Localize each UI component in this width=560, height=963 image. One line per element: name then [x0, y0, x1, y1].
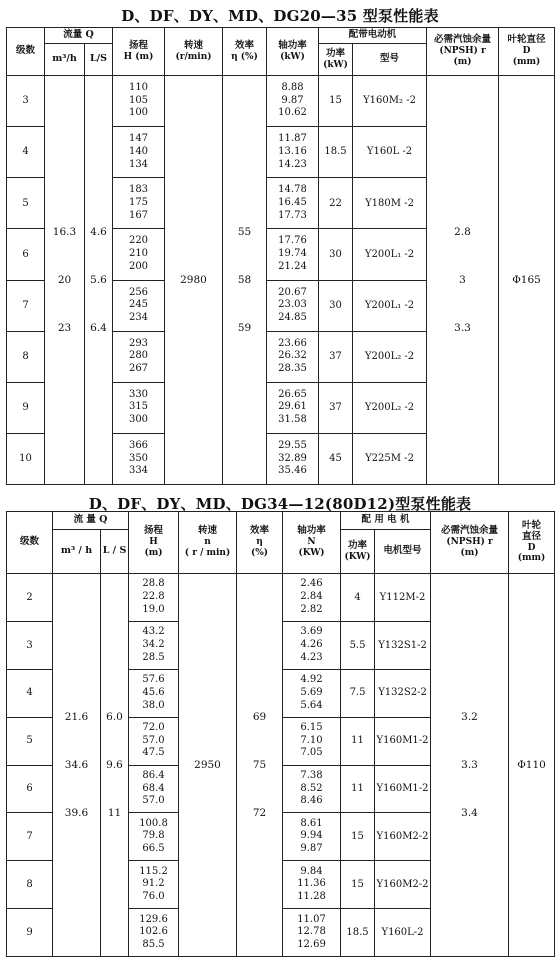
header-speed: 转速 n ( r / min) — [179, 512, 237, 574]
flow-m3h-cell: 16.3 20 23 — [45, 76, 85, 485]
head-cell: 28.8 22.8 19.0 — [129, 574, 179, 622]
header-impeller: 叶轮直径 D (mm) — [499, 28, 555, 76]
shaft-power-cell: 11.07 12.78 12.69 — [283, 909, 341, 957]
header-motor: 配 用 电 机 — [341, 512, 431, 530]
motor-model-cell: Y180M -2 — [353, 178, 427, 229]
head-cell: 100.8 79.8 66.5 — [129, 813, 179, 861]
head-cell: 72.0 57.0 47.5 — [129, 717, 179, 765]
header-model: 型号 — [353, 44, 427, 76]
motor-model-cell: Y160M2-2 — [375, 813, 431, 861]
motor-model-cell: Y132S1-2 — [375, 621, 431, 669]
header-flow-m3h: m³/h — [45, 44, 85, 76]
head-cell: 86.4 68.4 57.0 — [129, 765, 179, 813]
motor-model-cell: Y160L-2 — [375, 909, 431, 957]
header-stages: 级数 — [7, 28, 45, 76]
shaft-power-cell: 4.92 5.69 5.64 — [283, 669, 341, 717]
header-npsh: 必需汽蚀余量 (NPSH) r (m) — [427, 28, 499, 76]
stage-cell: 10 — [7, 433, 45, 484]
stage-cell: 8 — [7, 861, 53, 909]
header-flow: 流 量 Q — [53, 512, 129, 530]
head-cell: 147 140 134 — [113, 127, 165, 178]
stage-cell: 9 — [7, 909, 53, 957]
head-cell: 110 105 100 — [113, 76, 165, 127]
stage-cell: 3 — [7, 621, 53, 669]
head-cell: 256 245 234 — [113, 280, 165, 331]
flow-ls-cell: 4.6 5.6 6.4 — [85, 76, 113, 485]
header-npsh: 必需汽蚀余量 (NPSH) r (m) — [431, 512, 509, 574]
motor-model-cell: Y200L₁ -2 — [353, 229, 427, 280]
head-cell: 129.6 102.6 85.5 — [129, 909, 179, 957]
shaft-power-cell: 2.46 2.84 2.82 — [283, 574, 341, 622]
header-stages: 级数 — [7, 512, 53, 574]
motor-power-cell: 15 — [341, 861, 375, 909]
shaft-power-cell: 11.87 13.16 14.23 — [267, 127, 319, 178]
header-efficiency: 效率 η (%) — [237, 512, 283, 574]
motor-model-cell: Y160M1-2 — [375, 765, 431, 813]
shaft-power-cell: 6.15 7.10 7.05 — [283, 717, 341, 765]
head-cell: 57.6 45.6 38.0 — [129, 669, 179, 717]
speed-cell: 2950 — [179, 574, 237, 957]
efficiency-cell: 69 75 72 — [237, 574, 283, 957]
head-cell: 183 175 167 — [113, 178, 165, 229]
motor-power-cell: 11 — [341, 765, 375, 813]
motor-model-cell: Y160M1-2 — [375, 717, 431, 765]
header-head: 扬程 H (m) — [113, 28, 165, 76]
stage-cell: 5 — [7, 717, 53, 765]
header-shaft-power: 轴功率 N (KW) — [283, 512, 341, 574]
npsh-cell: 2.8 3 3.3 — [427, 76, 499, 485]
shaft-power-cell: 23.66 26.32 28.35 — [267, 331, 319, 382]
stage-cell: 2 — [7, 574, 53, 622]
shaft-power-cell: 7.38 8.52 8.46 — [283, 765, 341, 813]
flow-m3h-cell: 21.6 34.6 39.6 — [53, 574, 101, 957]
stage-cell: 7 — [7, 280, 45, 331]
head-cell: 115.2 91.2 76.0 — [129, 861, 179, 909]
stage-cell: 4 — [7, 127, 45, 178]
head-cell: 366 350 334 — [113, 433, 165, 484]
motor-power-cell: 37 — [319, 331, 353, 382]
motor-model-cell: Y225M -2 — [353, 433, 427, 484]
table-row — [7, 574, 555, 622]
motor-power-cell: 11 — [341, 717, 375, 765]
motor-power-cell: 15 — [341, 813, 375, 861]
motor-model-cell: Y200L₂ -2 — [353, 382, 427, 433]
header-motor: 配带电动机 — [319, 28, 427, 44]
pump-table-2 — [6, 511, 555, 957]
motor-power-cell: 7.5 — [341, 669, 375, 717]
motor-power-cell: 45 — [319, 433, 353, 484]
header-flow-m3h: m³ / h — [53, 530, 101, 574]
header-shaft-power: 轴功率 (kW) — [267, 28, 319, 76]
table2-body — [7, 574, 555, 957]
head-cell: 220 210 200 — [113, 229, 165, 280]
motor-model-cell: Y200L₂ -2 — [353, 331, 427, 382]
npsh-cell: 3.2 3.3 3.4 — [431, 574, 509, 957]
motor-power-cell: 5.5 — [341, 621, 375, 669]
shaft-power-cell: 3.69 4.26 4.23 — [283, 621, 341, 669]
motor-model-cell: Y200L₁ -2 — [353, 280, 427, 331]
shaft-power-cell: 14.78 16.45 17.73 — [267, 178, 319, 229]
motor-power-cell: 15 — [319, 76, 353, 127]
motor-model-cell: Y160L -2 — [353, 127, 427, 178]
table-row — [7, 76, 555, 127]
motor-power-cell: 22 — [319, 178, 353, 229]
stage-cell: 3 — [7, 76, 45, 127]
pump-table-1 — [6, 27, 555, 485]
header-speed: 转速 (r/min) — [165, 28, 223, 76]
motor-power-cell: 30 — [319, 280, 353, 331]
impeller-cell: Φ165 — [499, 76, 555, 485]
header-power: 功率 (kW) — [319, 44, 353, 76]
header-model: 电机型号 — [375, 530, 431, 574]
header-efficiency: 效率 η (%) — [223, 28, 267, 76]
header-flow: 流量 Q — [45, 28, 113, 44]
shaft-power-cell: 20.67 23.03 24.85 — [267, 280, 319, 331]
head-cell: 43.2 34.2 28.5 — [129, 621, 179, 669]
motor-power-cell: 4 — [341, 574, 375, 622]
header-head: 扬程 H (m) — [129, 512, 179, 574]
motor-power-cell: 18.5 — [319, 127, 353, 178]
shaft-power-cell: 8.61 9.94 9.87 — [283, 813, 341, 861]
shaft-power-cell: 26.65 29.61 31.58 — [267, 382, 319, 433]
shaft-power-cell: 9.84 11.36 11.28 — [283, 861, 341, 909]
motor-model-cell: Y160M₂ -2 — [353, 76, 427, 127]
speed-cell: 2980 — [165, 76, 223, 485]
stage-cell: 8 — [7, 331, 45, 382]
shaft-power-cell: 17.76 19.74 21.24 — [267, 229, 319, 280]
motor-model-cell: Y132S2-2 — [375, 669, 431, 717]
table1-body — [7, 76, 555, 485]
header-impeller: 叶轮 直径 D (mm) — [509, 512, 555, 574]
stage-cell: 9 — [7, 382, 45, 433]
header-flow-ls: L / S — [101, 530, 129, 574]
motor-model-cell: Y160M2-2 — [375, 861, 431, 909]
flow-ls-cell: 6.0 9.6 11 — [101, 574, 129, 957]
stage-cell: 6 — [7, 765, 53, 813]
motor-model-cell: Y112M-2 — [375, 574, 431, 622]
table2-title: D、DF、DY、MD、DG34—12(80D12)型泵性能表 — [88, 495, 472, 513]
efficiency-cell: 55 58 59 — [223, 76, 267, 485]
head-cell: 293 280 267 — [113, 331, 165, 382]
header-power: 功率 (KW) — [341, 530, 375, 574]
stage-cell: 5 — [7, 178, 45, 229]
motor-power-cell: 37 — [319, 382, 353, 433]
motor-power-cell: 30 — [319, 229, 353, 280]
stage-cell: 6 — [7, 229, 45, 280]
table1-title: D、DF、DY、MD、DG20—35 型泵性能表 — [121, 7, 439, 25]
stage-cell: 4 — [7, 669, 53, 717]
shaft-power-cell: 29.55 32.89 35.46 — [267, 433, 319, 484]
shaft-power-cell: 8.88 9.87 10.62 — [267, 76, 319, 127]
header-flow-ls: L/S — [85, 44, 113, 76]
motor-power-cell: 18.5 — [341, 909, 375, 957]
impeller-cell: Φ110 — [509, 574, 555, 957]
stage-cell: 7 — [7, 813, 53, 861]
head-cell: 330 315 300 — [113, 382, 165, 433]
